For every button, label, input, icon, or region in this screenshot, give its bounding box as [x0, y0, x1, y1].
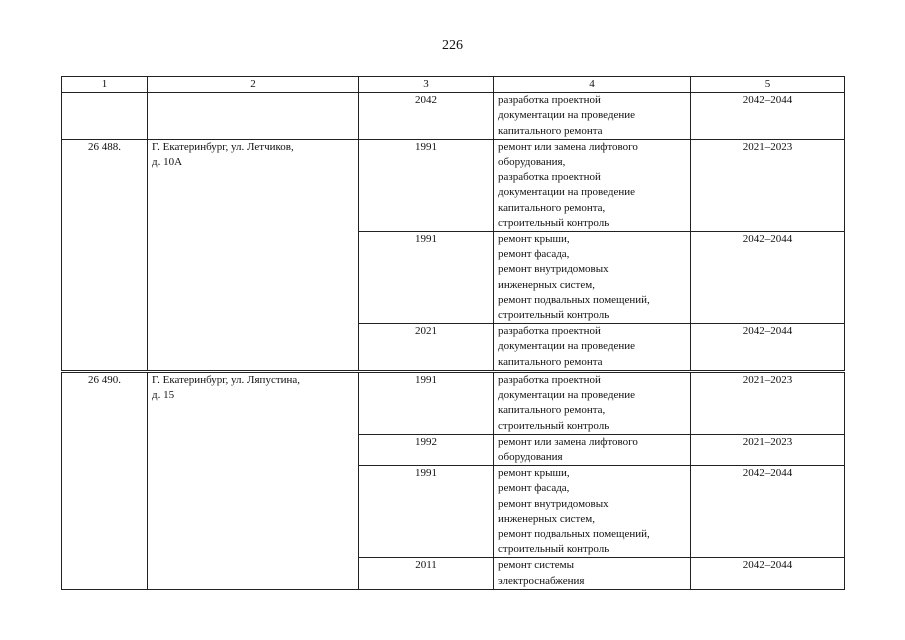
work-line: инженерных систем,	[498, 278, 595, 291]
work-line: ремонт крыши,	[498, 233, 570, 246]
address-cell	[148, 139, 359, 370]
period-cell: 2042–2044	[691, 558, 845, 589]
period-cell: 2021–2023	[691, 139, 845, 231]
year-cell: 1991	[359, 466, 494, 558]
work-cell	[494, 373, 691, 435]
year-cell: 2011	[359, 558, 494, 589]
work-line: ремонт фасада,	[498, 248, 570, 261]
work-line: документации на проведение	[498, 340, 636, 353]
work-line: ремонт или замена лифтового	[498, 140, 638, 153]
work-line: ремонт подвальных помещений,	[498, 528, 650, 541]
capital-repair-table-part-1	[61, 76, 845, 371]
address-cell	[148, 373, 359, 590]
page-number: 226	[442, 38, 463, 53]
work-line: ремонт крыши,	[498, 467, 570, 480]
work-line: разработка проектной	[498, 94, 601, 107]
work-line: капитального ремонта	[498, 355, 603, 368]
work-line: строительный контроль	[498, 309, 610, 322]
row-number-cell: 26 490.	[62, 373, 148, 590]
period-cell: 2042–2044	[691, 232, 845, 324]
year-cell: 1991	[359, 232, 494, 324]
year-cell: 2042	[359, 93, 494, 140]
work-line: ремонт внутридомовых	[498, 497, 609, 510]
year-cell: 1991	[359, 139, 494, 231]
header-col-2: 2	[148, 77, 359, 93]
period-cell: 2021–2023	[691, 373, 845, 435]
header-col-3: 3	[359, 77, 494, 93]
work-line: оборудования	[498, 451, 563, 464]
work-line: ремонт или замена лифтового	[498, 435, 638, 448]
period-cell: 2042–2044	[691, 324, 845, 371]
work-line: электроснабжения	[498, 574, 585, 587]
table-row	[62, 93, 845, 140]
table-row	[62, 139, 845, 231]
work-cell	[494, 434, 691, 465]
work-line: разработка проектной	[498, 171, 601, 184]
year-cell: 2021	[359, 324, 494, 371]
work-line: строительный контроль	[498, 419, 610, 432]
period-cell: 2042–2044	[691, 93, 845, 140]
work-cell	[494, 139, 691, 231]
row-number-cell	[62, 93, 148, 140]
work-line: документации на проведение	[498, 389, 636, 402]
row-number-cell: 26 488.	[62, 139, 148, 370]
address-line: Г. Екатеринбург, ул. Ляпустина,	[152, 374, 301, 386]
year-cell: 1991	[359, 373, 494, 435]
work-line: капитального ремонта,	[498, 404, 606, 417]
work-line: разработка проектной	[498, 325, 601, 338]
work-cell	[494, 558, 691, 589]
work-cell	[494, 324, 691, 371]
work-line: ремонт внутридомовых	[498, 263, 609, 276]
header-col-4: 4	[494, 77, 691, 93]
work-cell	[494, 466, 691, 558]
work-line: строительный контроль	[498, 216, 610, 229]
address-line: д. 15	[152, 389, 175, 402]
work-line: документации на проведение	[498, 186, 636, 199]
work-cell	[494, 93, 691, 140]
address-cell	[148, 93, 359, 140]
work-line: оборудования,	[498, 156, 566, 169]
work-line: ремонт подвальных помещений,	[498, 293, 650, 306]
capital-repair-table-part-2	[61, 372, 845, 590]
header-col-1: 1	[62, 77, 148, 93]
work-line: инженерных систем,	[498, 512, 595, 525]
table-row	[62, 373, 845, 435]
work-line: ремонт фасада,	[498, 482, 570, 495]
period-cell: 2042–2044	[691, 466, 845, 558]
work-line: разработка проектной	[498, 374, 601, 386]
year-cell: 1992	[359, 434, 494, 465]
address-line: Г. Екатеринбург, ул. Летчиков,	[152, 140, 294, 153]
work-line: документации на проведение	[498, 109, 636, 122]
period-cell: 2021–2023	[691, 434, 845, 465]
work-line: ремонт системы	[498, 559, 574, 572]
work-line: капитального ремонта,	[498, 201, 606, 214]
work-cell	[494, 232, 691, 324]
table-header-row	[62, 77, 845, 93]
work-line: капитального ремонта	[498, 124, 603, 137]
work-line: строительный контроль	[498, 543, 610, 556]
address-line: д. 10А	[152, 156, 183, 169]
header-col-5: 5	[691, 77, 845, 93]
